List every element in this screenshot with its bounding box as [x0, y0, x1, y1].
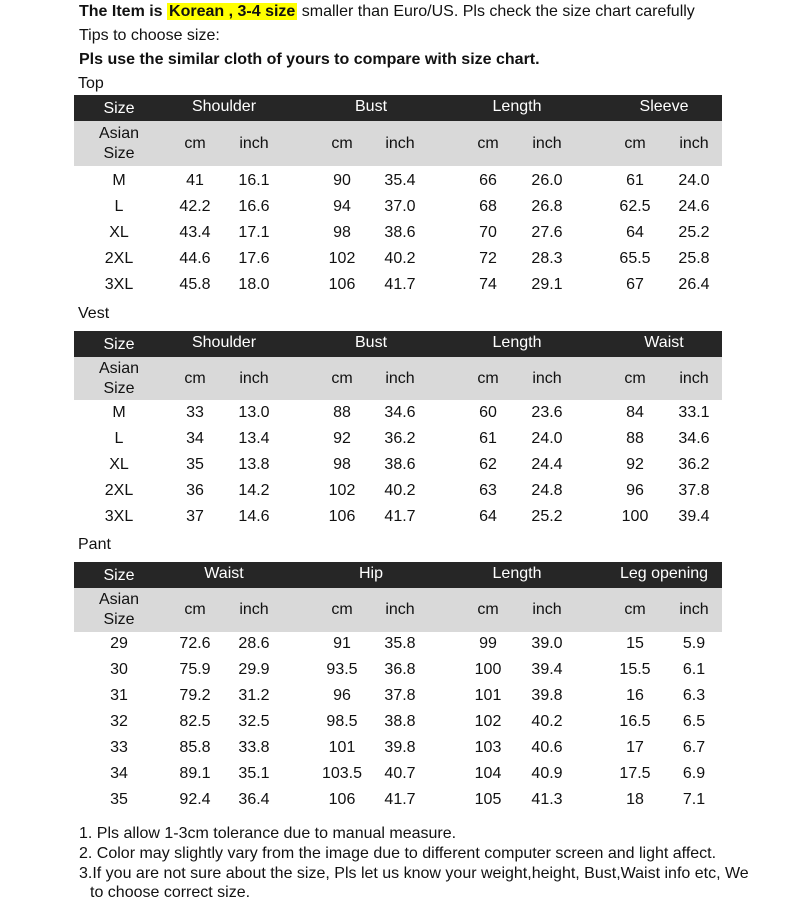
value-cell: 35.1: [238, 765, 270, 782]
value-cell: 41.7: [384, 791, 416, 808]
size-cell: 30: [110, 661, 128, 678]
value-cell: 91: [333, 635, 351, 652]
value-cell: 26.4: [678, 276, 710, 293]
value-cell: 62: [479, 456, 497, 473]
size-cell: 31: [110, 687, 128, 704]
size-header: Size: [103, 567, 135, 584]
value-cell: 41.7: [384, 508, 416, 525]
group-header: Shoulder: [191, 98, 257, 115]
size-cell: 3XL: [104, 276, 134, 293]
value-cell: 79.2: [179, 687, 211, 704]
value-cell: 43.4: [179, 224, 211, 241]
size-cell: L: [114, 430, 124, 447]
value-cell: 88: [626, 430, 644, 447]
value-cell: 29.9: [238, 661, 270, 678]
group-header: Waist: [644, 334, 684, 351]
value-cell: 34.6: [384, 404, 416, 421]
value-cell: 6.9: [682, 765, 706, 782]
value-cell: 35.8: [384, 635, 416, 652]
table-header-row: [74, 95, 722, 121]
value-cell: 5.9: [682, 635, 706, 652]
unit-label: inch: [385, 369, 415, 387]
value-cell: 96: [626, 482, 644, 499]
section-title: Top: [78, 75, 104, 92]
size-cell: M: [112, 172, 126, 189]
unit-label: cm: [477, 134, 499, 152]
value-cell: 101: [328, 739, 356, 756]
value-cell: 44.6: [179, 250, 211, 267]
size-cell: XL: [109, 456, 129, 473]
value-cell: 92: [626, 456, 644, 473]
value-cell: 17.5: [619, 765, 651, 782]
value-cell: 102: [328, 482, 356, 499]
value-cell: 98: [333, 224, 351, 241]
group-header: Waist: [204, 565, 244, 582]
value-cell: 40.2: [531, 713, 563, 730]
intro-prefix: The Item is: [79, 3, 163, 20]
value-cell: 34: [186, 430, 204, 447]
value-cell: 101: [474, 687, 502, 704]
value-cell: 74: [479, 276, 497, 293]
group-header: Sleeve: [639, 98, 689, 115]
value-cell: 103.5: [321, 765, 363, 782]
value-cell: 106: [328, 791, 356, 808]
value-cell: 35: [186, 456, 204, 473]
value-cell: 33.8: [238, 739, 270, 756]
asian-label-line2: Size: [103, 611, 135, 628]
value-cell: 106: [328, 508, 356, 525]
advice-text: Pls use the similar cloth of yours to compare with size chart.: [79, 51, 540, 68]
table-row: [74, 739, 722, 765]
value-cell: 25.8: [678, 250, 710, 267]
value-cell: 41.7: [384, 276, 416, 293]
value-cell: 62.5: [619, 198, 651, 215]
unit-label: inch: [679, 369, 709, 387]
size-cell: 34: [110, 765, 128, 782]
table-row: [74, 713, 722, 739]
group-header: Bust: [354, 334, 388, 351]
group-header: Shoulder: [191, 334, 257, 351]
size-cell: 29: [110, 635, 128, 652]
value-cell: 6.3: [682, 687, 706, 704]
asian-size-label: [99, 359, 139, 399]
value-cell: 37.8: [678, 482, 710, 499]
value-cell: 39.4: [531, 661, 563, 678]
value-cell: 98: [333, 456, 351, 473]
group-header: Leg opening: [619, 565, 709, 582]
unit-label: cm: [477, 369, 499, 387]
value-cell: 84: [626, 404, 644, 421]
value-cell: 100: [621, 508, 649, 525]
value-cell: 65.5: [619, 250, 651, 267]
group-header: Length: [492, 334, 542, 351]
unit-label: cm: [624, 601, 646, 618]
value-cell: 13.8: [238, 456, 270, 473]
unit-label: cm: [184, 601, 206, 618]
value-cell: 18.0: [238, 276, 270, 293]
value-cell: 28.3: [531, 250, 563, 267]
value-cell: 64: [626, 224, 644, 241]
group-header: Length: [492, 98, 542, 115]
value-cell: 66: [479, 172, 497, 189]
value-cell: 28.6: [238, 635, 270, 652]
value-cell: 36.4: [238, 791, 270, 808]
unit-label: cm: [184, 369, 206, 387]
value-cell: 36.8: [384, 661, 416, 678]
value-cell: 15: [626, 635, 644, 652]
value-cell: 72.6: [179, 635, 211, 652]
size-header: Size: [103, 336, 135, 353]
value-cell: 39.8: [531, 687, 563, 704]
value-cell: 15.5: [619, 661, 651, 678]
unit-label: cm: [331, 369, 353, 387]
table-row: [74, 250, 722, 276]
unit-label: inch: [239, 134, 269, 152]
unit-label: inch: [679, 601, 709, 618]
value-cell: 64: [479, 508, 497, 525]
value-cell: 92: [333, 430, 351, 447]
group-header: Hip: [358, 565, 384, 582]
value-cell: 17.6: [238, 250, 270, 267]
value-cell: 17.1: [238, 224, 270, 241]
size-cell: 35: [110, 791, 128, 808]
value-cell: 93.5: [326, 661, 358, 678]
table-row: [74, 791, 722, 817]
unit-label: inch: [679, 134, 709, 152]
value-cell: 68: [479, 198, 497, 215]
table-row: [74, 276, 722, 302]
table-row: [74, 224, 722, 250]
value-cell: 40.7: [384, 765, 416, 782]
value-cell: 105: [474, 791, 502, 808]
value-cell: 63: [479, 482, 497, 499]
value-cell: 82.5: [179, 713, 211, 730]
unit-label: cm: [331, 134, 353, 152]
value-cell: 88: [333, 404, 351, 421]
value-cell: 41: [186, 172, 204, 189]
asian-label-line1: Asian: [98, 359, 140, 377]
value-cell: 27.6: [531, 224, 563, 241]
unit-label: inch: [239, 601, 269, 618]
value-cell: 61: [626, 172, 644, 189]
value-cell: 39.8: [384, 739, 416, 756]
value-cell: 25.2: [678, 224, 710, 241]
table-row: [74, 404, 722, 430]
value-cell: 14.6: [238, 508, 270, 525]
value-cell: 24.4: [531, 456, 563, 473]
asian-label-line2: Size: [103, 379, 135, 397]
table-row: [74, 198, 722, 224]
value-cell: 33.1: [678, 404, 710, 421]
size-cell: 2XL: [104, 250, 134, 267]
value-cell: 36.2: [678, 456, 710, 473]
note-3-cont: to choose correct size.: [90, 884, 251, 901]
value-cell: 16.1: [238, 172, 270, 189]
unit-label: cm: [477, 601, 499, 618]
value-cell: 89.1: [179, 765, 211, 782]
value-cell: 39.0: [531, 635, 563, 652]
value-cell: 6.7: [682, 739, 706, 756]
table-row: [74, 172, 722, 198]
value-cell: 99: [479, 635, 497, 652]
table-header-row: [74, 331, 722, 357]
unit-label: inch: [532, 134, 562, 152]
value-cell: 106: [328, 276, 356, 293]
value-cell: 31.2: [238, 687, 270, 704]
value-cell: 24.8: [531, 482, 563, 499]
value-cell: 40.9: [531, 765, 563, 782]
value-cell: 75.9: [179, 661, 211, 678]
unit-label: inch: [385, 601, 415, 618]
value-cell: 24.0: [531, 430, 563, 447]
table-row: [74, 687, 722, 713]
value-cell: 72: [479, 250, 497, 267]
size-cell: 3XL: [104, 508, 134, 525]
value-cell: 29.1: [531, 276, 563, 293]
value-cell: 94: [333, 198, 351, 215]
value-cell: 100: [474, 661, 502, 678]
unit-header-row: [74, 588, 722, 632]
value-cell: 67: [626, 276, 644, 293]
value-cell: 16.6: [238, 198, 270, 215]
table-row: [74, 508, 722, 534]
asian-label-line1: Asian: [98, 591, 140, 608]
asian-size-label: [99, 590, 139, 630]
size-cell: L: [114, 198, 124, 215]
value-cell: 26.0: [531, 172, 563, 189]
value-cell: 35.4: [384, 172, 416, 189]
value-cell: 102: [474, 713, 502, 730]
unit-label: cm: [624, 369, 646, 387]
size-cell: XL: [109, 224, 129, 241]
value-cell: 34.6: [678, 430, 710, 447]
unit-label: inch: [532, 601, 562, 618]
value-cell: 37.0: [384, 198, 416, 215]
size-cell: 33: [110, 739, 128, 756]
value-cell: 40.2: [384, 250, 416, 267]
value-cell: 24.0: [678, 172, 710, 189]
value-cell: 60: [479, 404, 497, 421]
intro-highlight: Korean , 3-4 size: [169, 3, 296, 20]
value-cell: 7.1: [682, 791, 706, 808]
size-cell: 2XL: [104, 482, 134, 499]
value-cell: 18: [626, 791, 644, 808]
intro-suffix: smaller than Euro/US. Pls check the size chart carefully: [297, 3, 695, 20]
table-row: [74, 430, 722, 456]
note-3: 3.If you are not sure about the size, Pls let us know your weight,height, Bust,Waist info etc, We: [79, 865, 749, 882]
size-cell: 32: [110, 713, 128, 730]
value-cell: 37.8: [384, 687, 416, 704]
table-row: [74, 765, 722, 791]
value-cell: 41.3: [531, 791, 563, 808]
value-cell: 45.8: [179, 276, 211, 293]
value-cell: 38.8: [384, 713, 416, 730]
unit-header-row: [74, 357, 722, 400]
value-cell: 24.6: [678, 198, 710, 215]
value-cell: 32.5: [238, 713, 270, 730]
value-cell: 85.8: [179, 739, 211, 756]
value-cell: 37: [186, 508, 204, 525]
asian-size-label: [99, 124, 139, 164]
size-cell: M: [112, 404, 126, 421]
value-cell: 36: [186, 482, 204, 499]
table-row: [74, 635, 722, 661]
value-cell: 33: [186, 404, 204, 421]
value-cell: 38.6: [384, 224, 416, 241]
note-1: 1. Pls allow 1-3cm tolerance due to manual measure.: [79, 825, 457, 842]
unit-label: cm: [331, 601, 353, 618]
value-cell: 98.5: [326, 713, 358, 730]
section-title: Vest: [78, 305, 110, 322]
value-cell: 102: [328, 250, 356, 267]
value-cell: 17: [626, 739, 644, 756]
value-cell: 38.6: [384, 456, 416, 473]
table-header-row: [74, 562, 722, 588]
unit-header-row: [74, 121, 722, 166]
note-2: 2. Color may slightly vary from the image due to different computer screen and light affect.: [79, 845, 717, 862]
size-header: Size: [103, 100, 135, 117]
table-row: [74, 482, 722, 508]
value-cell: 103: [474, 739, 502, 756]
value-cell: 6.5: [682, 713, 706, 730]
value-cell: 25.2: [531, 508, 563, 525]
value-cell: 96: [333, 687, 351, 704]
value-cell: 61: [479, 430, 497, 447]
value-cell: 6.1: [682, 661, 706, 678]
section-title: Pant: [78, 536, 111, 553]
value-cell: 16.5: [619, 713, 651, 730]
value-cell: 104: [474, 765, 502, 782]
tips-label: Tips to choose size:: [79, 27, 220, 44]
value-cell: 92.4: [179, 791, 211, 808]
value-cell: 90: [333, 172, 351, 189]
intro-line: [79, 3, 695, 21]
asian-label-line1: Asian: [98, 124, 140, 142]
table-row: [74, 456, 722, 482]
value-cell: 39.4: [678, 508, 710, 525]
table-row: [74, 661, 722, 687]
value-cell: 23.6: [531, 404, 563, 421]
value-cell: 36.2: [384, 430, 416, 447]
group-header: Length: [492, 565, 542, 582]
value-cell: 42.2: [179, 198, 211, 215]
unit-label: inch: [385, 134, 415, 152]
value-cell: 13.0: [238, 404, 270, 421]
value-cell: 16: [626, 687, 644, 704]
unit-label: inch: [239, 369, 269, 387]
value-cell: 26.8: [531, 198, 563, 215]
value-cell: 13.4: [238, 430, 270, 447]
value-cell: 14.2: [238, 482, 270, 499]
group-header: Bust: [354, 98, 388, 115]
unit-label: inch: [532, 369, 562, 387]
value-cell: 40.6: [531, 739, 563, 756]
unit-label: cm: [184, 134, 206, 152]
value-cell: 40.2: [384, 482, 416, 499]
asian-label-line2: Size: [103, 144, 135, 162]
value-cell: 70: [479, 224, 497, 241]
unit-label: cm: [624, 134, 646, 152]
